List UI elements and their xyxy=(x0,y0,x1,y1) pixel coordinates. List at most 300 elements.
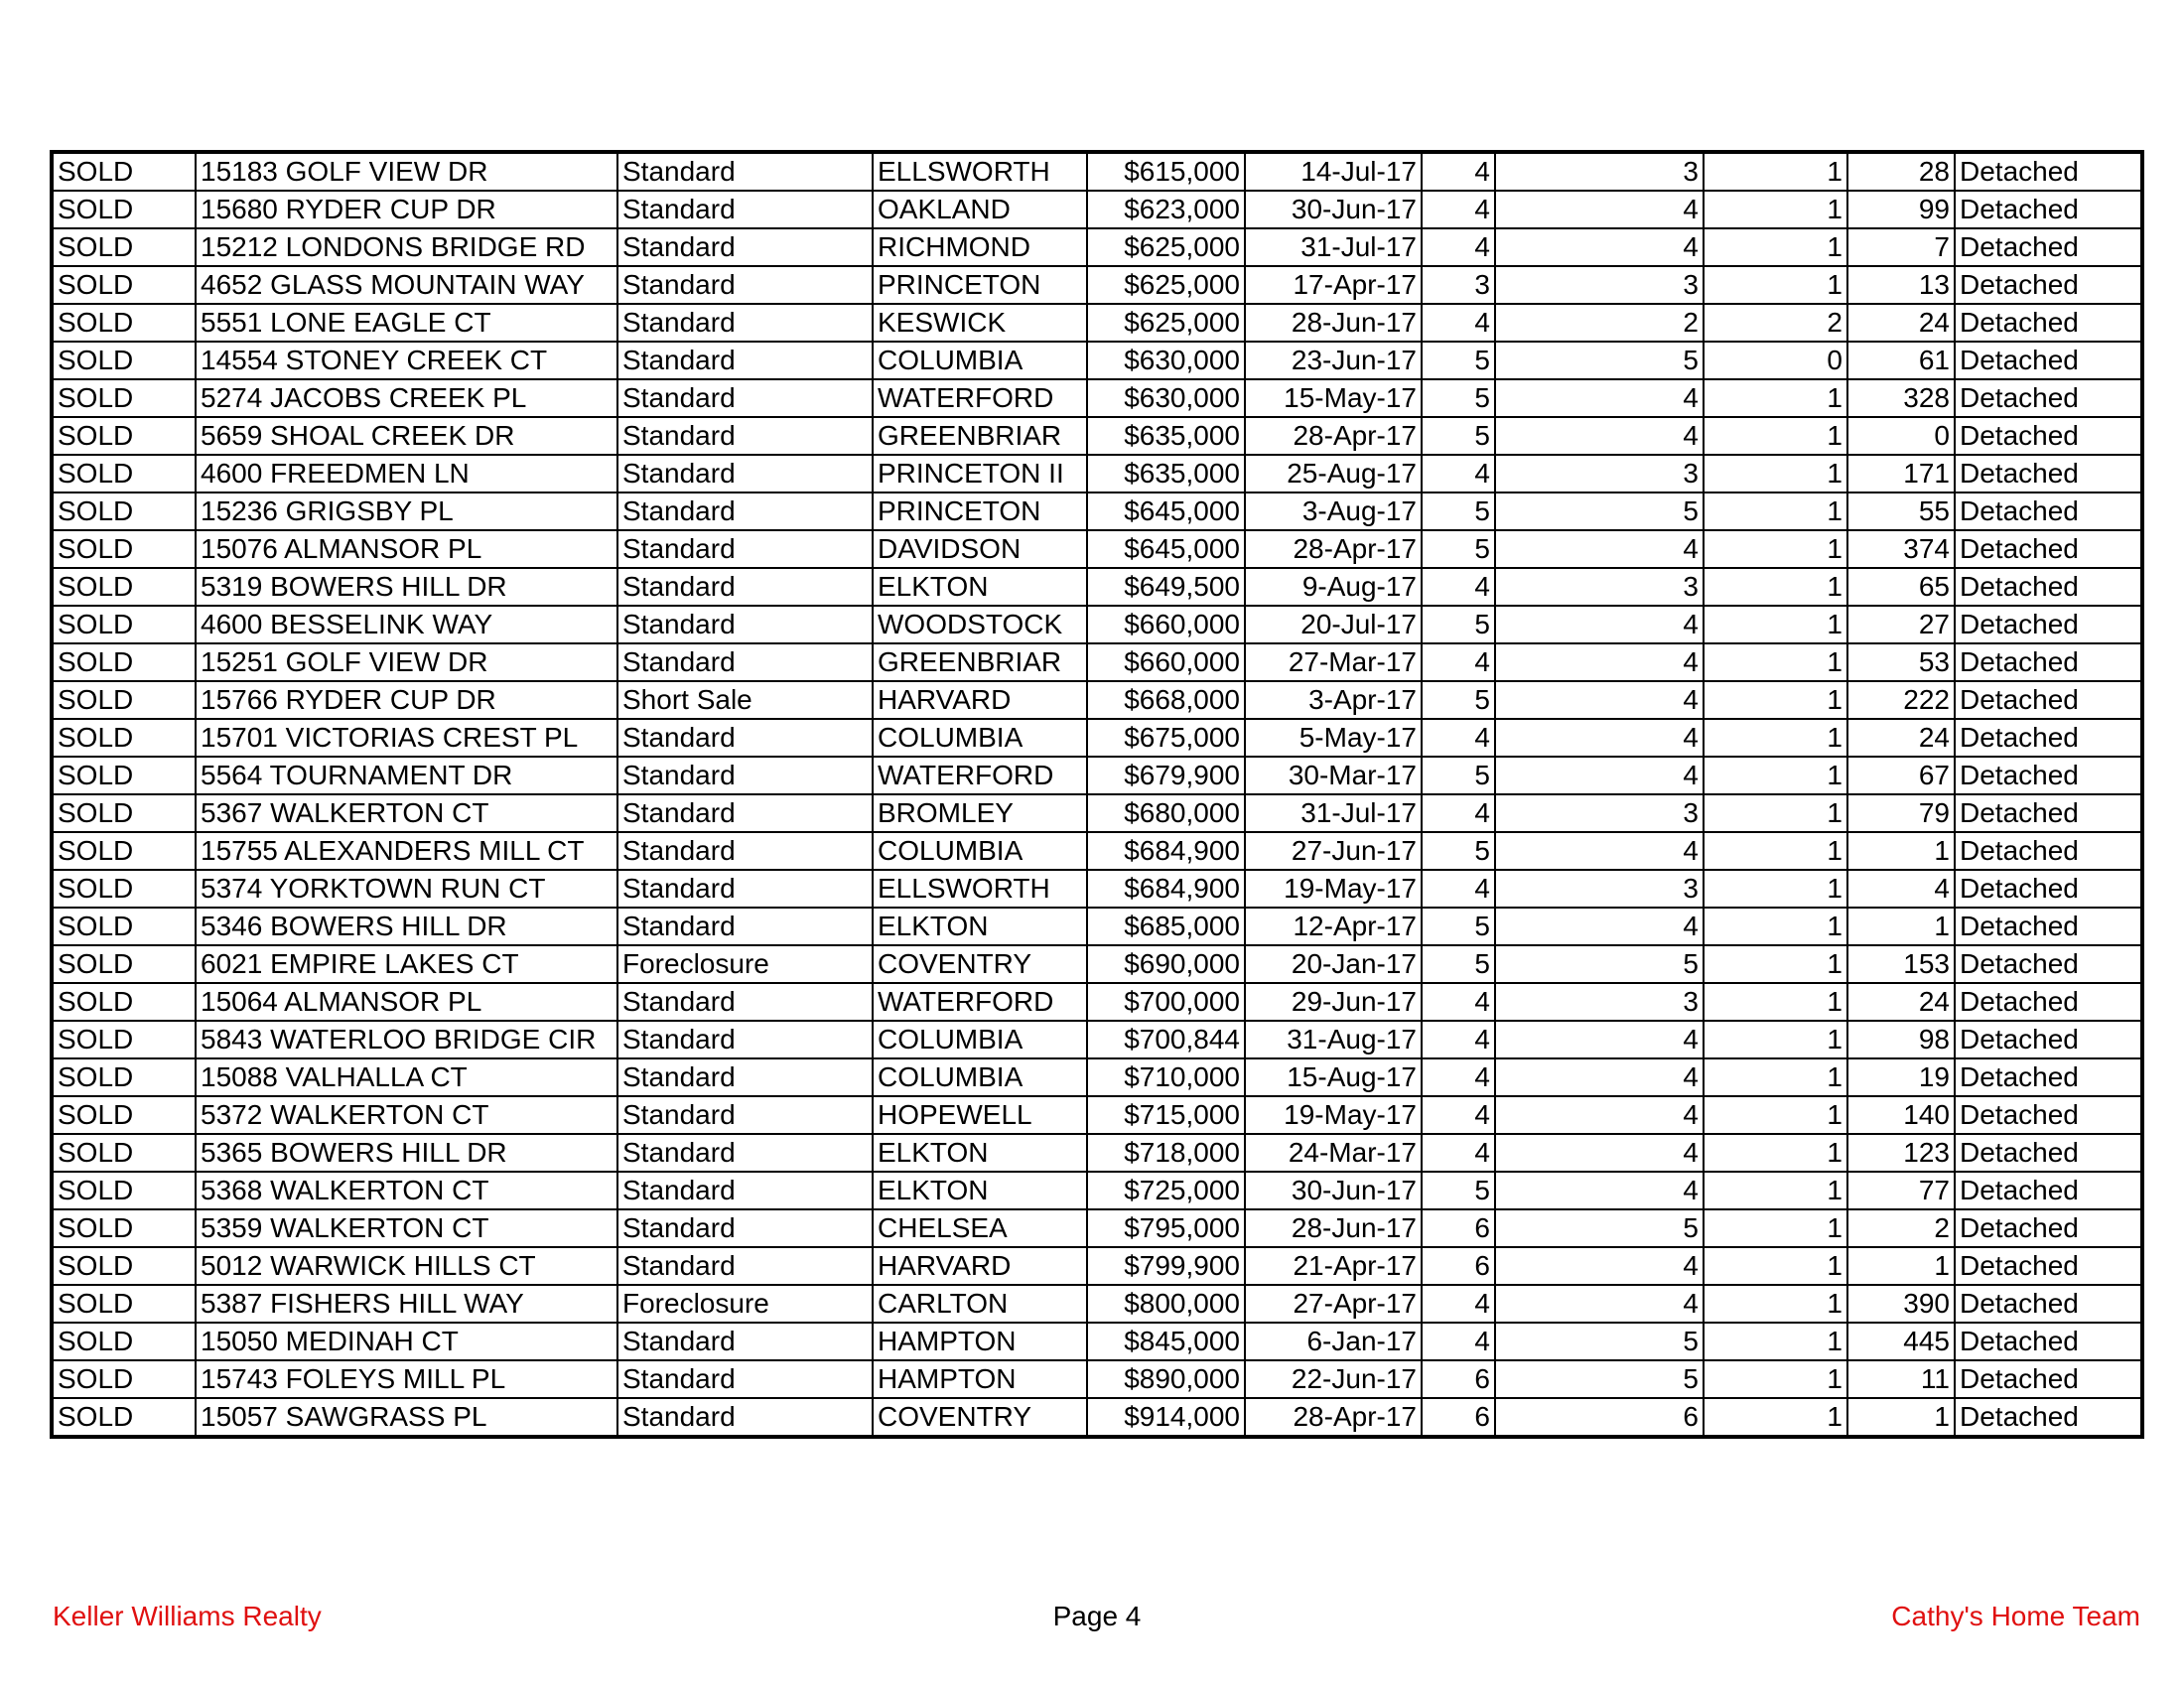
days-on-market-cell: 4 xyxy=(1847,870,1955,908)
model-cell: ELKTON xyxy=(873,908,1087,945)
model-cell: COLUMBIA xyxy=(873,1058,1087,1096)
half-baths-cell: 1 xyxy=(1704,1172,1847,1209)
bedrooms-cell: 4 xyxy=(1422,1323,1495,1360)
table-row xyxy=(52,492,2142,530)
bedrooms-cell: 4 xyxy=(1422,228,1495,266)
table-row xyxy=(52,455,2142,492)
model-cell: GREENBRIAR xyxy=(873,643,1087,681)
date-cell: 17-Apr-17 xyxy=(1245,266,1422,304)
address-cell: 15050 MEDINAH CT xyxy=(196,1323,617,1360)
days-on-market-cell: 153 xyxy=(1847,945,1955,983)
date-cell: 28-Apr-17 xyxy=(1245,417,1422,455)
half-baths-cell: 1 xyxy=(1704,908,1847,945)
full-baths-cell: 4 xyxy=(1495,606,1704,643)
date-cell: 30-Mar-17 xyxy=(1245,757,1422,794)
home-type-cell: Detached xyxy=(1955,1323,2142,1360)
table-row xyxy=(52,719,2142,757)
days-on-market-cell: 1 xyxy=(1847,1247,1955,1285)
date-cell: 20-Jan-17 xyxy=(1245,945,1422,983)
half-baths-cell: 1 xyxy=(1704,568,1847,606)
address-cell: 15088 VALHALLA CT xyxy=(196,1058,617,1096)
home-type-cell: Detached xyxy=(1955,1247,2142,1285)
home-type-cell: Detached xyxy=(1955,228,2142,266)
days-on-market-cell: 53 xyxy=(1847,643,1955,681)
address-cell: 5843 WATERLOO BRIDGE CIR xyxy=(196,1021,617,1058)
half-baths-cell: 1 xyxy=(1704,832,1847,870)
address-cell: 15680 RYDER CUP DR xyxy=(196,191,617,228)
home-type-cell: Detached xyxy=(1955,379,2142,417)
table-row xyxy=(52,757,2142,794)
half-baths-cell: 1 xyxy=(1704,1209,1847,1247)
table-row xyxy=(52,870,2142,908)
bedrooms-cell: 5 xyxy=(1422,681,1495,719)
status-cell: SOLD xyxy=(52,1398,196,1437)
sale-type-cell: Standard xyxy=(617,832,873,870)
half-baths-cell: 1 xyxy=(1704,1398,1847,1437)
address-cell: 4600 FREEDMEN LN xyxy=(196,455,617,492)
bedrooms-cell: 4 xyxy=(1422,304,1495,342)
address-cell: 5659 SHOAL CREEK DR xyxy=(196,417,617,455)
home-type-cell: Detached xyxy=(1955,492,2142,530)
date-cell: 15-Aug-17 xyxy=(1245,1058,1422,1096)
date-cell: 31-Jul-17 xyxy=(1245,228,1422,266)
home-type-cell: Detached xyxy=(1955,152,2142,191)
price-cell: $700,844 xyxy=(1087,1021,1245,1058)
bedrooms-cell: 5 xyxy=(1422,757,1495,794)
table-row xyxy=(52,266,2142,304)
half-baths-cell: 1 xyxy=(1704,794,1847,832)
footer-brokerage: Keller Williams Realty xyxy=(53,1601,322,1631)
address-cell: 15183 GOLF VIEW DR xyxy=(196,152,617,191)
half-baths-cell: 1 xyxy=(1704,1323,1847,1360)
address-cell: 15755 ALEXANDERS MILL CT xyxy=(196,832,617,870)
status-cell: SOLD xyxy=(52,1172,196,1209)
status-cell: SOLD xyxy=(52,606,196,643)
home-type-cell: Detached xyxy=(1955,1285,2142,1323)
model-cell: COLUMBIA xyxy=(873,1021,1087,1058)
model-cell: COVENTRY xyxy=(873,1398,1087,1437)
date-cell: 3-Aug-17 xyxy=(1245,492,1422,530)
half-baths-cell: 2 xyxy=(1704,304,1847,342)
sale-type-cell: Foreclosure xyxy=(617,1285,873,1323)
sale-type-cell: Standard xyxy=(617,643,873,681)
home-type-cell: Detached xyxy=(1955,266,2142,304)
sale-type-cell: Standard xyxy=(617,1058,873,1096)
home-type-cell: Detached xyxy=(1955,455,2142,492)
address-cell: 5359 WALKERTON CT xyxy=(196,1209,617,1247)
table-row xyxy=(52,152,2142,191)
home-type-cell: Detached xyxy=(1955,681,2142,719)
full-baths-cell: 3 xyxy=(1495,266,1704,304)
date-cell: 19-May-17 xyxy=(1245,870,1422,908)
status-cell: SOLD xyxy=(52,1360,196,1398)
address-cell: 15064 ALMANSOR PL xyxy=(196,983,617,1021)
status-cell: SOLD xyxy=(52,417,196,455)
address-cell: 5365 BOWERS HILL DR xyxy=(196,1134,617,1172)
full-baths-cell: 4 xyxy=(1495,1058,1704,1096)
date-cell: 27-Jun-17 xyxy=(1245,832,1422,870)
home-type-cell: Detached xyxy=(1955,530,2142,568)
address-cell: 5551 LONE EAGLE CT xyxy=(196,304,617,342)
price-cell: $710,000 xyxy=(1087,1058,1245,1096)
price-cell: $635,000 xyxy=(1087,417,1245,455)
days-on-market-cell: 1 xyxy=(1847,1398,1955,1437)
half-baths-cell: 1 xyxy=(1704,191,1847,228)
full-baths-cell: 3 xyxy=(1495,870,1704,908)
date-cell: 12-Apr-17 xyxy=(1245,908,1422,945)
full-baths-cell: 4 xyxy=(1495,832,1704,870)
sale-type-cell: Standard xyxy=(617,191,873,228)
days-on-market-cell: 27 xyxy=(1847,606,1955,643)
full-baths-cell: 4 xyxy=(1495,191,1704,228)
bedrooms-cell: 4 xyxy=(1422,719,1495,757)
days-on-market-cell: 24 xyxy=(1847,719,1955,757)
status-cell: SOLD xyxy=(52,1134,196,1172)
date-cell: 20-Jul-17 xyxy=(1245,606,1422,643)
full-baths-cell: 4 xyxy=(1495,1172,1704,1209)
days-on-market-cell: 1 xyxy=(1847,908,1955,945)
status-cell: SOLD xyxy=(52,228,196,266)
date-cell: 19-May-17 xyxy=(1245,1096,1422,1134)
status-cell: SOLD xyxy=(52,455,196,492)
bedrooms-cell: 4 xyxy=(1422,643,1495,681)
model-cell: KESWICK xyxy=(873,304,1087,342)
sale-type-cell: Standard xyxy=(617,719,873,757)
status-cell: SOLD xyxy=(52,757,196,794)
address-cell: 6021 EMPIRE LAKES CT xyxy=(196,945,617,983)
table-row xyxy=(52,1285,2142,1323)
model-cell: WOODSTOCK xyxy=(873,606,1087,643)
date-cell: 22-Jun-17 xyxy=(1245,1360,1422,1398)
address-cell: 15743 FOLEYS MILL PL xyxy=(196,1360,617,1398)
model-cell: DAVIDSON xyxy=(873,530,1087,568)
bedrooms-cell: 5 xyxy=(1422,945,1495,983)
model-cell: OAKLAND xyxy=(873,191,1087,228)
days-on-market-cell: 98 xyxy=(1847,1021,1955,1058)
date-cell: 25-Aug-17 xyxy=(1245,455,1422,492)
home-type-cell: Detached xyxy=(1955,757,2142,794)
full-baths-cell: 4 xyxy=(1495,643,1704,681)
address-cell: 5374 YORKTOWN RUN CT xyxy=(196,870,617,908)
full-baths-cell: 5 xyxy=(1495,1323,1704,1360)
price-cell: $684,900 xyxy=(1087,832,1245,870)
date-cell: 9-Aug-17 xyxy=(1245,568,1422,606)
home-type-cell: Detached xyxy=(1955,719,2142,757)
days-on-market-cell: 77 xyxy=(1847,1172,1955,1209)
date-cell: 6-Jan-17 xyxy=(1245,1323,1422,1360)
table-row xyxy=(52,228,2142,266)
bedrooms-cell: 4 xyxy=(1422,152,1495,191)
address-cell: 15701 VICTORIAS CREST PL xyxy=(196,719,617,757)
price-cell: $715,000 xyxy=(1087,1096,1245,1134)
model-cell: RICHMOND xyxy=(873,228,1087,266)
model-cell: ELKTON xyxy=(873,1172,1087,1209)
half-baths-cell: 1 xyxy=(1704,152,1847,191)
status-cell: SOLD xyxy=(52,492,196,530)
price-cell: $700,000 xyxy=(1087,983,1245,1021)
address-cell: 15236 GRIGSBY PL xyxy=(196,492,617,530)
half-baths-cell: 1 xyxy=(1704,530,1847,568)
price-cell: $795,000 xyxy=(1087,1209,1245,1247)
half-baths-cell: 1 xyxy=(1704,643,1847,681)
days-on-market-cell: 99 xyxy=(1847,191,1955,228)
sale-type-cell: Standard xyxy=(617,983,873,1021)
price-cell: $660,000 xyxy=(1087,643,1245,681)
price-cell: $690,000 xyxy=(1087,945,1245,983)
home-type-cell: Detached xyxy=(1955,945,2142,983)
sale-type-cell: Standard xyxy=(617,757,873,794)
status-cell: SOLD xyxy=(52,643,196,681)
bedrooms-cell: 6 xyxy=(1422,1398,1495,1437)
sale-type-cell: Standard xyxy=(617,1398,873,1437)
days-on-market-cell: 0 xyxy=(1847,417,1955,455)
model-cell: BROMLEY xyxy=(873,794,1087,832)
sale-type-cell: Standard xyxy=(617,908,873,945)
sale-type-cell: Standard xyxy=(617,266,873,304)
status-cell: SOLD xyxy=(52,379,196,417)
full-baths-cell: 2 xyxy=(1495,304,1704,342)
half-baths-cell: 1 xyxy=(1704,492,1847,530)
address-cell: 15766 RYDER CUP DR xyxy=(196,681,617,719)
table-row xyxy=(52,1172,2142,1209)
table-row xyxy=(52,1360,2142,1398)
home-type-cell: Detached xyxy=(1955,1172,2142,1209)
bedrooms-cell: 4 xyxy=(1422,568,1495,606)
full-baths-cell: 4 xyxy=(1495,228,1704,266)
home-type-cell: Detached xyxy=(1955,606,2142,643)
sale-type-cell: Standard xyxy=(617,342,873,379)
model-cell: ELLSWORTH xyxy=(873,152,1087,191)
model-cell: COLUMBIA xyxy=(873,342,1087,379)
sale-type-cell: Standard xyxy=(617,568,873,606)
days-on-market-cell: 445 xyxy=(1847,1323,1955,1360)
home-type-cell: Detached xyxy=(1955,794,2142,832)
price-cell: $623,000 xyxy=(1087,191,1245,228)
table-row xyxy=(52,1058,2142,1096)
date-cell: 30-Jun-17 xyxy=(1245,1172,1422,1209)
price-cell: $675,000 xyxy=(1087,719,1245,757)
bedrooms-cell: 4 xyxy=(1422,455,1495,492)
status-cell: SOLD xyxy=(52,794,196,832)
half-baths-cell: 1 xyxy=(1704,1021,1847,1058)
table-row xyxy=(52,983,2142,1021)
home-type-cell: Detached xyxy=(1955,1021,2142,1058)
address-cell: 15076 ALMANSOR PL xyxy=(196,530,617,568)
price-cell: $725,000 xyxy=(1087,1172,1245,1209)
address-cell: 5387 FISHERS HILL WAY xyxy=(196,1285,617,1323)
sale-type-cell: Standard xyxy=(617,1134,873,1172)
status-cell: SOLD xyxy=(52,530,196,568)
date-cell: 28-Apr-17 xyxy=(1245,530,1422,568)
home-type-cell: Detached xyxy=(1955,643,2142,681)
home-type-cell: Detached xyxy=(1955,908,2142,945)
model-cell: WATERFORD xyxy=(873,983,1087,1021)
address-cell: 4652 GLASS MOUNTAIN WAY xyxy=(196,266,617,304)
full-baths-cell: 6 xyxy=(1495,1398,1704,1437)
status-cell: SOLD xyxy=(52,1209,196,1247)
days-on-market-cell: 65 xyxy=(1847,568,1955,606)
half-baths-cell: 1 xyxy=(1704,228,1847,266)
price-cell: $668,000 xyxy=(1087,681,1245,719)
half-baths-cell: 1 xyxy=(1704,1360,1847,1398)
date-cell: 3-Apr-17 xyxy=(1245,681,1422,719)
days-on-market-cell: 328 xyxy=(1847,379,1955,417)
bedrooms-cell: 5 xyxy=(1422,1172,1495,1209)
home-type-cell: Detached xyxy=(1955,1058,2142,1096)
status-cell: SOLD xyxy=(52,568,196,606)
date-cell: 28-Apr-17 xyxy=(1245,1398,1422,1437)
sale-type-cell: Standard xyxy=(617,794,873,832)
table-row xyxy=(52,1096,2142,1134)
model-cell: HAMPTON xyxy=(873,1323,1087,1360)
half-baths-cell: 1 xyxy=(1704,1247,1847,1285)
full-baths-cell: 4 xyxy=(1495,1134,1704,1172)
days-on-market-cell: 61 xyxy=(1847,342,1955,379)
full-baths-cell: 5 xyxy=(1495,492,1704,530)
half-baths-cell: 1 xyxy=(1704,1134,1847,1172)
days-on-market-cell: 171 xyxy=(1847,455,1955,492)
sale-type-cell: Foreclosure xyxy=(617,945,873,983)
listings-table xyxy=(50,150,2144,1439)
full-baths-cell: 4 xyxy=(1495,1096,1704,1134)
half-baths-cell: 1 xyxy=(1704,870,1847,908)
price-cell: $800,000 xyxy=(1087,1285,1245,1323)
table-row xyxy=(52,379,2142,417)
days-on-market-cell: 390 xyxy=(1847,1285,1955,1323)
date-cell: 29-Jun-17 xyxy=(1245,983,1422,1021)
date-cell: 30-Jun-17 xyxy=(1245,191,1422,228)
model-cell: ELKTON xyxy=(873,568,1087,606)
half-baths-cell: 1 xyxy=(1704,945,1847,983)
home-type-cell: Detached xyxy=(1955,417,2142,455)
price-cell: $914,000 xyxy=(1087,1398,1245,1437)
price-cell: $660,000 xyxy=(1087,606,1245,643)
address-cell: 5274 JACOBS CREEK PL xyxy=(196,379,617,417)
sale-type-cell: Standard xyxy=(617,870,873,908)
bedrooms-cell: 5 xyxy=(1422,832,1495,870)
sale-type-cell: Standard xyxy=(617,530,873,568)
table-row xyxy=(52,304,2142,342)
status-cell: SOLD xyxy=(52,681,196,719)
sale-type-cell: Standard xyxy=(617,228,873,266)
table-row xyxy=(52,1398,2142,1437)
days-on-market-cell: 140 xyxy=(1847,1096,1955,1134)
bedrooms-cell: 5 xyxy=(1422,606,1495,643)
date-cell: 28-Jun-17 xyxy=(1245,304,1422,342)
price-cell: $630,000 xyxy=(1087,379,1245,417)
half-baths-cell: 1 xyxy=(1704,266,1847,304)
table-row xyxy=(52,568,2142,606)
full-baths-cell: 4 xyxy=(1495,379,1704,417)
home-type-cell: Detached xyxy=(1955,1209,2142,1247)
home-type-cell: Detached xyxy=(1955,870,2142,908)
sale-type-cell: Standard xyxy=(617,492,873,530)
half-baths-cell: 0 xyxy=(1704,342,1847,379)
bedrooms-cell: 6 xyxy=(1422,1247,1495,1285)
half-baths-cell: 1 xyxy=(1704,606,1847,643)
home-type-cell: Detached xyxy=(1955,342,2142,379)
home-type-cell: Detached xyxy=(1955,1398,2142,1437)
bedrooms-cell: 4 xyxy=(1422,794,1495,832)
model-cell: ELKTON xyxy=(873,1134,1087,1172)
address-cell: 5367 WALKERTON CT xyxy=(196,794,617,832)
status-cell: SOLD xyxy=(52,191,196,228)
bedrooms-cell: 4 xyxy=(1422,1096,1495,1134)
home-type-cell: Detached xyxy=(1955,568,2142,606)
address-cell: 5564 TOURNAMENT DR xyxy=(196,757,617,794)
date-cell: 31-Jul-17 xyxy=(1245,794,1422,832)
days-on-market-cell: 79 xyxy=(1847,794,1955,832)
model-cell: PRINCETON II xyxy=(873,455,1087,492)
price-cell: $630,000 xyxy=(1087,342,1245,379)
address-cell: 5346 BOWERS HILL DR xyxy=(196,908,617,945)
date-cell: 24-Mar-17 xyxy=(1245,1134,1422,1172)
full-baths-cell: 4 xyxy=(1495,1247,1704,1285)
status-cell: SOLD xyxy=(52,152,196,191)
status-cell: SOLD xyxy=(52,1247,196,1285)
home-type-cell: Detached xyxy=(1955,832,2142,870)
price-cell: $890,000 xyxy=(1087,1360,1245,1398)
price-cell: $625,000 xyxy=(1087,228,1245,266)
sale-type-cell: Standard xyxy=(617,1096,873,1134)
full-baths-cell: 3 xyxy=(1495,983,1704,1021)
footer-page-number: Page 4 xyxy=(1052,1601,1142,1631)
full-baths-cell: 3 xyxy=(1495,794,1704,832)
date-cell: 5-May-17 xyxy=(1245,719,1422,757)
sale-type-cell: Standard xyxy=(617,1323,873,1360)
model-cell: CHELSEA xyxy=(873,1209,1087,1247)
model-cell: PRINCETON xyxy=(873,266,1087,304)
model-cell: COLUMBIA xyxy=(873,832,1087,870)
sale-type-cell: Standard xyxy=(617,606,873,643)
sale-type-cell: Standard xyxy=(617,455,873,492)
status-cell: SOLD xyxy=(52,1058,196,1096)
days-on-market-cell: 2 xyxy=(1847,1209,1955,1247)
bedrooms-cell: 4 xyxy=(1422,1134,1495,1172)
model-cell: HOPEWELL xyxy=(873,1096,1087,1134)
address-cell: 5368 WALKERTON CT xyxy=(196,1172,617,1209)
table-row xyxy=(52,606,2142,643)
full-baths-cell: 4 xyxy=(1495,757,1704,794)
half-baths-cell: 1 xyxy=(1704,1285,1847,1323)
sale-type-cell: Standard xyxy=(617,152,873,191)
bedrooms-cell: 6 xyxy=(1422,1209,1495,1247)
address-cell: 14554 STONEY CREEK CT xyxy=(196,342,617,379)
days-on-market-cell: 123 xyxy=(1847,1134,1955,1172)
home-type-cell: Detached xyxy=(1955,983,2142,1021)
full-baths-cell: 4 xyxy=(1495,1021,1704,1058)
full-baths-cell: 4 xyxy=(1495,681,1704,719)
price-cell: $680,000 xyxy=(1087,794,1245,832)
table-row xyxy=(52,530,2142,568)
table-row xyxy=(52,1209,2142,1247)
sale-type-cell: Standard xyxy=(617,1021,873,1058)
days-on-market-cell: 55 xyxy=(1847,492,1955,530)
bedrooms-cell: 5 xyxy=(1422,342,1495,379)
date-cell: 27-Apr-17 xyxy=(1245,1285,1422,1323)
table-row xyxy=(52,681,2142,719)
address-cell: 5372 WALKERTON CT xyxy=(196,1096,617,1134)
home-type-cell: Detached xyxy=(1955,1360,2142,1398)
sale-type-cell: Standard xyxy=(617,304,873,342)
table-row xyxy=(52,342,2142,379)
full-baths-cell: 5 xyxy=(1495,945,1704,983)
table-row xyxy=(52,1021,2142,1058)
model-cell: WATERFORD xyxy=(873,757,1087,794)
date-cell: 21-Apr-17 xyxy=(1245,1247,1422,1285)
address-cell: 15212 LONDONS BRIDGE RD xyxy=(196,228,617,266)
status-cell: SOLD xyxy=(52,1021,196,1058)
